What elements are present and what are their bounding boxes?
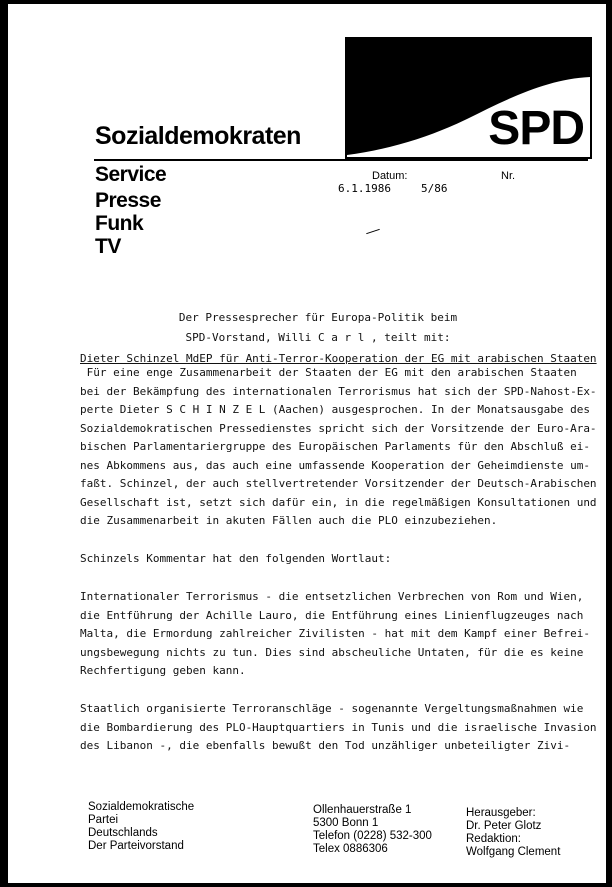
paragraph-1: Für eine enge Zusammenarbeit der Staaten der EG mit den arabischen Staaten bei der Bekämpfung des internationalen Terrorismus hat sich der SPD-Nahost-Ex- perte Dieter S C H I N Z E L (Aachen) ausgesprochen. In der Monatsausgabe des Sozialdemokratischen Pressedienstes spricht sich der Vorsitzende der Euro-Ara- bischen Parlamentariergruppe des Europäischen Parlaments für den Abschluß ei- nes Abkommens aus, das auch eine umfassende Kooperation der Geheimdienste um- faßt. Schinzel, der auch stellvertretender Vorsitzender der Deutsch-Arabischen Gesellschaft ist, setzt sich dafür ein, in die regelmäßigen Konsultationen und die Zusammenarbeit in akuten Fällen auch die PLO einzubeziehen. — [80, 366, 597, 527]
headline: Dieter Schinzel MdEP für Anti-Terror-Kooperation der EG mit arabischen Staaten — [80, 352, 597, 365]
date-value: 6.1.1986 — [338, 182, 391, 195]
intro-line-1: Der Pressesprecher für Europa-Politik beim — [178, 311, 458, 324]
press-release-page — [8, 4, 606, 883]
nr-label: Nr. — [501, 170, 516, 182]
tv-label: TV — [95, 235, 121, 258]
paragraph-3: Internationaler Terrorismus - die entsetzlichen Verbrechen von Rom und Wien, die Entführung der Achille Lauro, die Entführung eines Linienflugzeuges nach Malta, die Ermordung zahlreicher Zivilisten - hat mit dem Kampf einer Befrei- ungsbewegung nichts zu tun. Dies sind abscheuliche Untaten, für die es keine Rechfertigung geben kann. — [80, 590, 590, 677]
spd-logo — [345, 37, 592, 159]
footer-party: Sozialdemokratische Partei Deutschlands Der Parteivorstand — [88, 801, 195, 852]
footer-publisher: Herausgeber: Dr. Peter Glotz Redaktion: Wolfgang Clement — [466, 807, 561, 858]
pen-mark — [366, 229, 380, 234]
number-value: 5/86 — [421, 182, 448, 195]
header-rule — [94, 159, 588, 161]
presse-label: Presse — [95, 189, 161, 212]
paragraph-2: Schinzels Kommentar hat den folgenden Wortlaut: — [80, 552, 392, 565]
paragraph-4: Staatlich organisierte Terroranschläge - sogenannte Vergeltungsmaßnahmen wie die Bombardierung des PLO-Hauptquartiers in Tunis und die israelische Invasion des Libanon -, die ebenfalls bewußt den Tod unzähliger unbeteiligter Zivi- — [80, 702, 597, 752]
datum-label: Datum: — [372, 170, 408, 182]
footer-address: Ollenhauerstraße 1 5300 Bonn 1 Telefon (0228) 532-300 Telex 0886306 — [313, 804, 432, 855]
org-name: Sozialdemokraten — [95, 122, 301, 150]
funk-label: Funk — [95, 212, 144, 235]
logo-text: SPD — [488, 102, 584, 155]
service-label: Service — [95, 163, 167, 186]
intro-line-2: SPD-Vorstand, Willi C a r l , teilt mit: — [185, 331, 451, 344]
